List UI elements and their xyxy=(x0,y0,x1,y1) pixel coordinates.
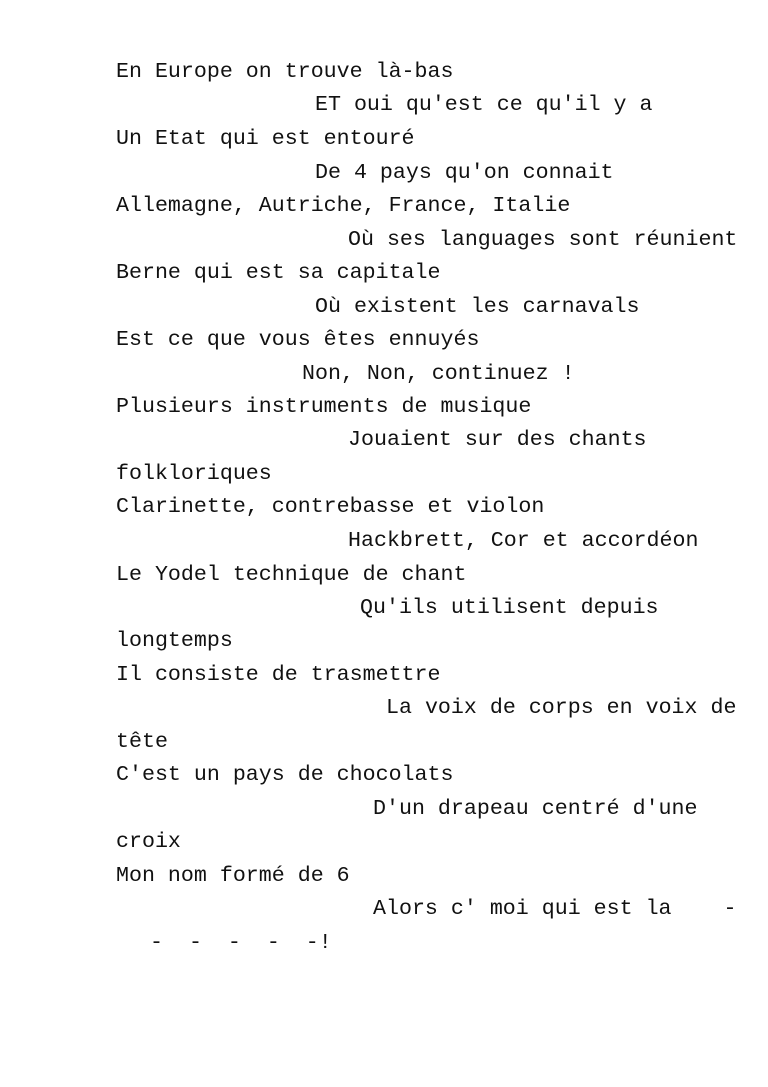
poem-line: Plusieurs instruments de musique xyxy=(116,396,532,419)
poem-line: longtemps xyxy=(116,630,233,653)
poem-line: Mon nom formé de 6 xyxy=(116,865,350,888)
poem-line: En Europe on trouve là-bas xyxy=(116,61,454,84)
poem-line: folkloriques xyxy=(116,463,272,486)
poem-line: - - - - -! xyxy=(150,932,332,955)
poem-line: Le Yodel technique de chant xyxy=(116,564,467,587)
poem-line: Alors c' moi qui est la - xyxy=(373,898,737,921)
poem-line: Qu'ils utilisent depuis xyxy=(360,597,659,620)
poem-line: Un Etat qui est entouré xyxy=(116,128,415,151)
poem-line: Où existent les carnavals xyxy=(315,296,640,319)
poem-line: C'est un pays de chocolats xyxy=(116,764,454,787)
poem-line: Il consiste de trasmettre xyxy=(116,664,441,687)
poem-line: Allemagne, Autriche, France, Italie xyxy=(116,195,571,218)
poem-line: La voix de corps en voix de xyxy=(386,697,737,720)
poem-line: Jouaient sur des chants xyxy=(348,429,647,452)
poem-line: D'un drapeau centré d'une xyxy=(373,798,698,821)
poem-line: De 4 pays qu'on connait xyxy=(315,162,614,185)
poem-line: Hackbrett, Cor et accordéon xyxy=(348,530,699,553)
poem-line: ET oui qu'est ce qu'il y a xyxy=(315,94,653,117)
poem-line: Clarinette, contrebasse et violon xyxy=(116,496,545,519)
poem-line: Berne qui est sa capitale xyxy=(116,262,441,285)
poem-line: croix xyxy=(116,831,181,854)
poem-line: Est ce que vous êtes ennuyés xyxy=(116,329,480,352)
poem-line: tête xyxy=(116,731,168,754)
poem-line: Où ses languages sont réunient xyxy=(348,229,738,252)
poem-line: Non, Non, continuez ! xyxy=(302,363,575,386)
